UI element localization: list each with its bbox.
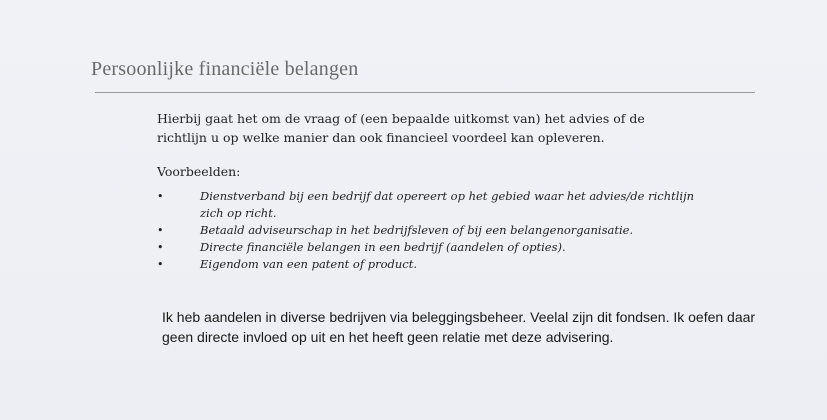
list-item-text: Betaald adviseurschap in het bedrijfsleven of bij een belangenorganisatie.	[200, 223, 634, 237]
examples-label: Voorbeelden:	[157, 164, 241, 179]
bullet-icon: •	[157, 190, 164, 203]
list-item-text: Eigendom van een patent of product.	[200, 257, 418, 271]
heading-divider	[95, 92, 755, 93]
bullet-icon: •	[157, 224, 164, 237]
declaration-statement: Ik heb aandelen in diverse bedrijven via beleggingsbeheer. Veelal zijn dit fondsen. Ik oefen daar geen directe invloed op uit en het heeft geen relatie met deze advisering.	[162, 309, 756, 345]
examples-list	[157, 188, 717, 273]
list-item	[157, 188, 717, 222]
intro-paragraph: Hierbij gaat het om de vraag of (een bepaalde uitkomst van) het advies of de richtlijn u op welke manier dan ook financieel voordeel kan opleveren.	[157, 111, 645, 145]
bullet-icon: •	[157, 258, 164, 271]
bullet-icon: •	[157, 241, 164, 254]
list-item	[157, 256, 717, 273]
list-item-text: Directe financiële belangen in een bedrijf (aandelen of opties).	[200, 240, 566, 254]
list-item	[157, 222, 717, 239]
list-item	[157, 239, 717, 256]
section-heading: Persoonlijke financiële belangen	[91, 58, 359, 80]
list-item-text: Dienstverband bij een bedrijf dat opereert op het gebied waar het advies/de richtlijn zich op richt.	[200, 189, 695, 220]
